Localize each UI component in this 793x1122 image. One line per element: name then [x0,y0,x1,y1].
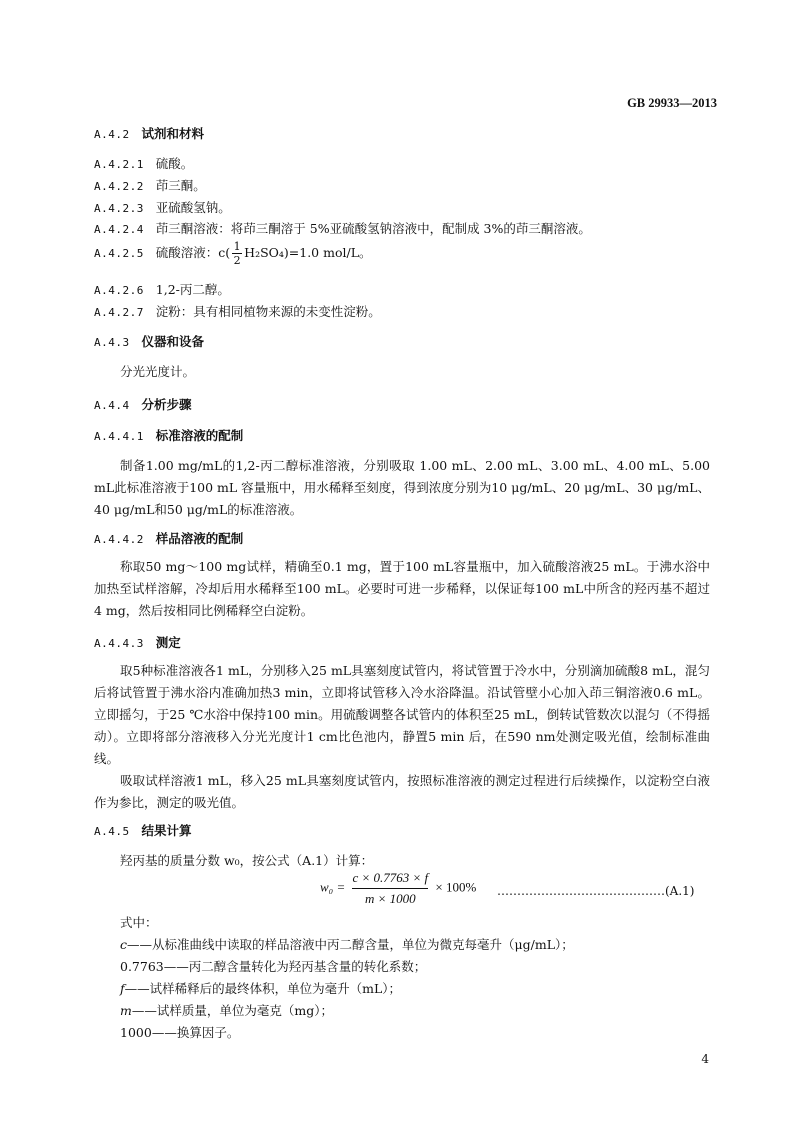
section-title: 样品溶液的配制 [155,531,244,546]
section-a45-heading [94,821,192,839]
formula-a1 [320,870,476,907]
item-text: 淀粉：具有相同植物来源的未变性淀粉。 [155,304,381,319]
item-text-post: H₂SO₄)=1.0 mol/L。 [244,245,372,260]
page-number: 4 [701,1052,709,1066]
formula-lhs: w₀ = [320,879,346,895]
definitions-intro: 式中： [120,915,158,930]
section-a443-body-1: 取5种标准溶液各1 mL，分别移入25 mL具塞刻度试管内，将试管置于冷水中，分别滴加硫酸8 mL，混匀后将试管置于沸水浴内准确加热3 min，立即将试管移入冷水浴降温。沿试管壁小心加入茚三铜溶液0.6 mL。立即摇匀，于25 ℃水浴中保持100 min。用硫酸调整各试管内的体积至25 mL，倒转试管数次以混匀（不得摇动）。立即将部分溶液移入分光光度计1 cm比色池内，静置5 min 后，在590 nm处测定吸光值，绘制标准曲线。 [94,663,710,766]
item-a423 [94,198,231,216]
definition-item [120,979,401,997]
section-a443-body-2: 吸取试样溶液1 mL，移入25 mL具塞刻度试管内，按照标准溶液的测定过程进行后续操作，以淀粉空白液作为参比，测定的吸光值。 [94,773,710,810]
section-a442-heading [94,529,243,547]
item-number: A.4.2.6 [94,284,144,297]
item-number: A.4.2.2 [94,180,144,193]
section-number: A.4.4.3 [94,637,144,650]
item-a427 [94,302,381,320]
formula-numerator: c × 0.7763 × f [352,870,429,885]
formula-tail: × 100% [435,879,477,895]
section-a441-heading [94,426,243,444]
formula-label: (A.1) [665,884,695,898]
formula-dots: …………………………………… [497,884,665,898]
section-title: 测定 [155,635,181,650]
item-a421 [94,154,193,172]
section-a44-heading [94,395,192,413]
section-number: A.4.5 [94,825,130,838]
section-a45-intro: 羟丙基的质量分数 w₀，按公式（A.1）计算： [120,853,374,868]
section-a42-heading [94,124,204,142]
section-a443-heading [94,633,181,651]
section-title: 结果计算 [141,823,192,838]
definition-item [120,957,426,975]
definition-symbol: 1000 [120,1025,152,1040]
item-number: A.4.2.5 [94,247,144,260]
item-a424 [94,219,591,237]
definition-item [120,1001,333,1019]
definition-item [120,1023,239,1041]
item-number: A.4.2.4 [94,223,144,236]
definition-symbol: 0.7763 [120,959,164,974]
section-number: A.4.4.2 [94,533,144,546]
definition-text: ——试样质量，单位为毫克（mg）； [131,1003,333,1018]
item-a426 [94,280,230,298]
definition-symbol: m [120,1003,132,1018]
section-a442-body: 称取50 mg～100 mg试样，精确至0.1 mg，置于100 mL容量瓶中，加入硫酸溶液25 mL。于沸水浴中加热至试样溶解，冷却后用水稀释至100 mL。必要时可进一步稀释，以保证每100 mL中所含的羟丙基不超过4 mg，然后按相同比例稀释空白淀粉。 [94,559,710,618]
item-a422 [94,176,206,194]
section-number: A.4.2 [94,128,130,141]
definition-text: ——丙二醇含量转化为羟丙基含量的转化系数； [163,959,427,974]
item-number: A.4.2.1 [94,158,144,171]
section-a441-body: 制备1.00 mg/mL的1,2-丙二醇标准溶液，分别吸取 1.00 mL、2.00 mL、3.00 mL、4.00 mL、5.00 mL此标准溶液于100 mL 容量瓶中，用水稀释至刻度，得到浓度分别为10 μg/mL、20 μg/mL、30 μg/mL、40 μg/mL和50 μg/mL的标准溶液。 [94,458,710,517]
definition-text: ——试样稀释后的最终体积，单位为毫升（mL）； [124,981,402,996]
fraction-numerator: 1 [233,240,241,253]
standard-number: GB 29933—2013 [627,96,717,110]
item-number: A.4.2.7 [94,306,144,319]
section-a43-heading [94,332,204,350]
formula-leader [497,884,694,898]
formula-denominator: m × 1000 [364,891,416,906]
section-title: 分析步骤 [141,397,192,412]
section-number: A.4.4 [94,399,130,412]
definition-item [120,935,574,953]
item-text: 茚三酮溶液：将茚三酮溶于 5%亚硫酸氢钠溶液中，配制成 3%的茚三酮溶液。 [155,221,591,236]
section-title: 试剂和材料 [141,126,205,141]
item-text: 亚硫酸氢钠。 [155,200,231,215]
item-text: 茚三酮。 [155,178,206,193]
item-text: 1,2-丙二醇。 [155,282,230,297]
section-a43-body: 分光光度计。 [120,364,196,379]
item-text: 硫酸。 [155,156,194,171]
definition-text: ——换算因子。 [151,1025,240,1040]
section-number: A.4.3 [94,336,130,349]
formula-fraction [352,870,428,907]
definition-symbol: f [120,981,125,996]
definition-symbol: c [120,937,128,952]
fraction-denominator: 2 [233,254,241,267]
section-title: 标准溶液的配制 [155,428,244,443]
section-number: A.4.4.1 [94,430,144,443]
item-number: A.4.2.3 [94,202,144,215]
definition-text: ——从标准曲线中读取的样品溶液中丙二醇含量，单位为微克每毫升（μg/mL）； [127,937,574,952]
item-text-pre: 硫酸溶液：c( [155,245,231,260]
fraction [232,240,242,267]
section-title: 仪器和设备 [141,334,205,349]
item-a425 [94,240,372,267]
